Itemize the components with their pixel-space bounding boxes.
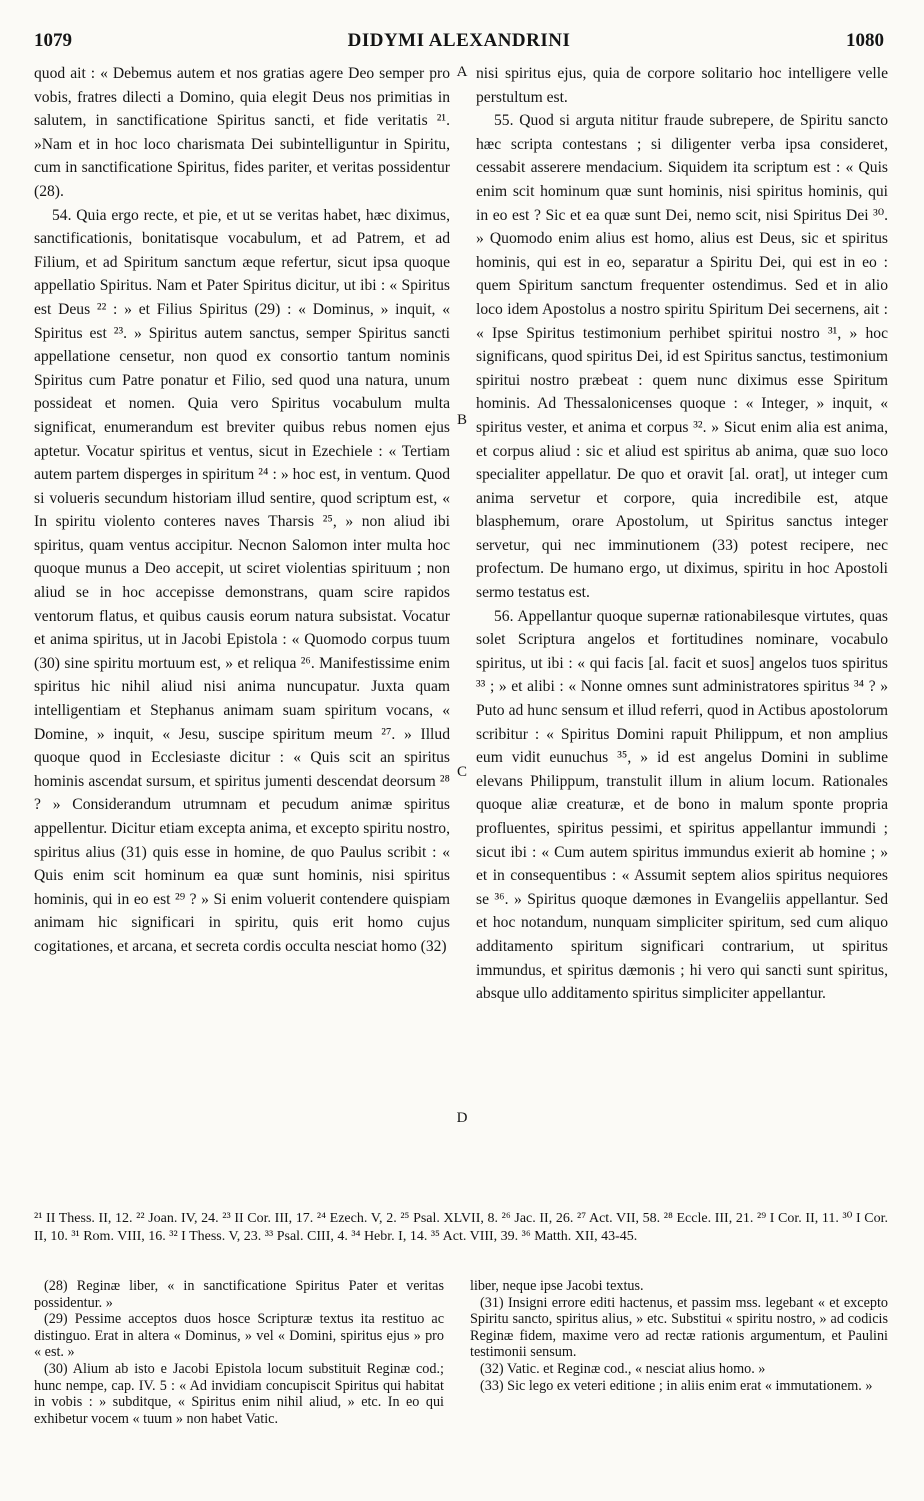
margin-letter-b: B [456,412,467,428]
paragraph-continuation-right: nisi spiritus ejus, quia de corpore solitario hoc intelligere velle perstultum est. [476,65,888,106]
right-column [476,62,888,1006]
footnote-30: (30) Alium ab isto e Jacobi Epistola locum substituit Reginæ cod.; hunc nempe, cap. IV. 5 : « Ad invidiam concupiscit Spiritus qui habitat in vobis : » subditque, « Spiritus enim nihil aliud, » etc. In eo qui exhibetur vocem « tuum » non habet Vatic. [34,1360,444,1427]
page-number-right: 1080 [846,30,884,51]
footnotes-right [470,1278,888,1394]
margin-letter-c: C [456,764,467,780]
footnote-29: (29) Pessime acceptos duos hosce Scripturæ textus ita restituo ac distinguo. Erat in altera « Dominus, » vel « Domini, spiritus ejus » pro « est. » [34,1311,444,1361]
page-header [34,30,884,58]
footnote-33: (33) Sic lego ex veteri editione ; in aliis enim erat « immutationem. » [480,1377,873,1394]
footnote-30-continuation: liber, neque ipse Jacobi textus. [470,1278,644,1294]
scripture-references: ²¹ II Thess. II, 12. ²² Joan. IV, 24. ²³ II Cor. III, 17. ²⁴ Ezech. V, 2. ²⁵ Psal. XLVII, 8. ²⁶ Jac. II, 26. ²⁷ Act. VII, 58. ²⁸ Eccle. III, 21. ²⁹ I Cor. II, 11. ³⁰ I Cor. II, 10. ³¹ Rom. VIII, 16. ³² I Thess. V, 23. ³³ Psal. CIII, 4. ³⁴ Hebr. I, 14. ³⁵ Act. VIII, 39. ³⁶ Matth. XII, 43-45. [34,1211,888,1244]
paragraph-55: 55. Quod si arguta nititur fraude subrepere, de Spiritu sancto hæc scripta contestans ; si diligenter verba ipsa consideret, cessabit asserere mendacium. Siquidem ita scriptum est : « Quis enim scit hominum quæ sunt hominis, nisi spiritus hominis, qui in eo est ? Sic et ea quæ sunt Dei, nemo scit, nisi Spiritus Dei ³⁰. » Quomodo enim alius est homo, alius est Deus, sic et spiritus hominis, qui est in eo, separatur a Spiritu Dei, qui est in eo : quem Spiritum sanctum frequenter ostendimus. Sed et in alio loco idem Apostolus a nostro spiritu Spiritum Dei secernens, ait : « Ipse Spiritus testimonium perhibet spiritui nostro ³¹, » hoc significans, quod spiritus Dei, id est Spiritus sanctus, testimonium spiritui nostro præbeat : quem nunc diximus esse Spiritum hominis. Ad Thessalonicenses quoque : « Integer, » inquit, « spiritus vester, et anima et corpus ³². » Sicut enim alia est anima, et corpus aliud : sic et aliud est spiritus ab anima, quæ suo loco specialiter appellatur. De quo et oravit [al. orat], ut integer cum anima servetur et corpore, quia incredibile est, atque blasphemum, orare Apostolum, ut Spiritus sanctus integer servetur, qui nec imminutionem (33) potest recipere, nec profectum. De humano ergo, ut diximus, spiritu in hoc Apostoli sermo testatus est. [476,112,888,602]
page-number-left: 1079 [34,30,72,51]
running-title: DIDYMI ALEXANDRINI [347,30,571,51]
left-column [34,62,450,959]
margin-letter-d: D [456,1110,468,1126]
paragraph-56: 56. Appellantur quoque supernæ rationabilesque virtutes, quas solet Scriptura angelos et fortitudines nominare, vocabulo spiritus, ut ibi : « qui facis [al. facit et suos] angelos tuos spiritus ³³ ; » et alibi : « Nonne omnes sunt administratores spiritus ³⁴ ? » Puto ad hunc sensum et illud referri, quod in Actibus apostolorum scribitur : « Spiritus Domini rapuit Philippum, et non amplius eum vidit eunuchus ³⁵, » id est angelus Domini in sublime elevans Philippum, transtulit illum in alium locum. Rationales quoque aliæ creaturæ, et de bono in malum sponte propria profluentes, spiritus pessimi, et spiritus appellantur immundi ; sicut ibi : « Cum autem spiritus immundus exierit ab homine ; » et in consequentibus : « Assumit septem alios spiritus nequiores se ³⁶. » Spiritus quoque dæmones in Evangeliis appellantur. Sed et hoc notandum, nunquam simpliciter spiritum, sed cum aliquo additamento spiritum significari contrarium, ut spiritus immundus, et spiritus dæmonis ; hi vero qui sancti sunt spiritus, absque ullo additamento spiritus simpliciter appellantur. [476,607,888,1003]
footnote-31: (31) Insigni errore editi hactenus, et passim mss. legebant « et excepto Spiritu sancto, spiritus alius, » etc. Substitui « spiritu nostro, » ad codicis Reginæ fidem, maxime vero ad rectæ rationis argumentum, et Paulini testimonii sensum. [470,1294,888,1361]
paragraph-continuation: quod ait : « Debemus autem et nos gratias agere Deo semper pro vobis, fratres dilecti a Domino, quia elegit Deus nos primitias in salutem, in sanctificatione Spiritus sancti, et fide veritatis ²¹. »Nam et in hoc loco charismata Dei subintelliguntur in Spiritu, cum in sanctificatione Spiritus, fides pariter, et veritas possidentur (28). [34,65,450,200]
paragraph-54: 54. Quia ergo recte, et pie, et ut se veritas habet, hæc diximus, sanctificationis, bonitatisque vocabulum, et ad Patrem, et ad Filium, et ad Spiritum sanctum æque refertur, sicut ipsa quoque appellatio Spiritus. Nam et Pater Spiritus dicitur, ut ibi : « Spiritus est Deus ²² : » et Filius Spiritus (29) : « Dominus, » inquit, « Spiritus est ²³. » Spiritus autem sanctus, semper Spiritus sancti appellatione censetur, non quod ex consortio tantum nominis Spiritus cum Patre ponatur et Filio, sed quod una natura, unum possideat et nomen. Quia vero Spiritus vocabulum multa significat, enumerandum est breviter quibus rebus nomen ejus aptetur. Vocatur spiritus et ventus, sicut in Ezechiele : « Tertiam autem partem disperges in spiritum ²⁴ : » hoc est, in ventum. Quod si volueris secundum historiam illud sentire, quod scriptum est, « In spiritu violento conteres naves Tharsis ²⁵, » non aliud ibi spiritus, quam ventus accipitur. Necnon Salomon inter multa hoc quoque munus a Deo accepit, ut sciret violentias spirituum ; non aliud se in hoc accepisse demonstrans, quam scire rapidos ventorum flatus, et quibus causis eorum natura subsistat. Vocatur et anima spiritus, ut in Jacobi Epistola : « Quomodo corpus tuum (30) sine spiritu mortuum est, » et reliqua ²⁶. Manifestissime enim spiritus hic nihil aliud nisi anima nuncupatur. Juxta quam intelligentiam et Stephanus animam suam spiritum vocans, « Domine, » inquit, « Jesu, suscipe spiritum meum ²⁷. » Illud quoque quod in Ecclesiaste dicitur : « Quis scit an spiritus hominis ascendat sursum, et spiritus jumenti descendat deorsum ²⁸ ? » Considerandum utrumnam et pecudum animæ spiritus appellentur. Dicitur etiam excepta anima, et excepto spiritu nostro, spiritus alius (31) quis esse in homine, de quo Paulus scribit : « Quis enim scit hominum ea quæ sunt hominis, nisi spiritus hominis, qui in eo est ²⁹ ? » Si enim voluerit contendere quispiam animam hic significari in spiritu, quis erit homo cujus cogitationes, et arcana, et secreta cordis occulta nesciat homo (32) [34,206,450,955]
margin-letter-a: A [456,64,468,80]
footnote-32: (32) Vatic. et Reginæ cod., « nesciat alius homo. » [480,1360,766,1377]
footnote-28: (28) Reginæ liber, « in sanctificatione Spiritus Pater et veritas possidentur. » [34,1278,444,1311]
footnotes-left [34,1278,444,1427]
